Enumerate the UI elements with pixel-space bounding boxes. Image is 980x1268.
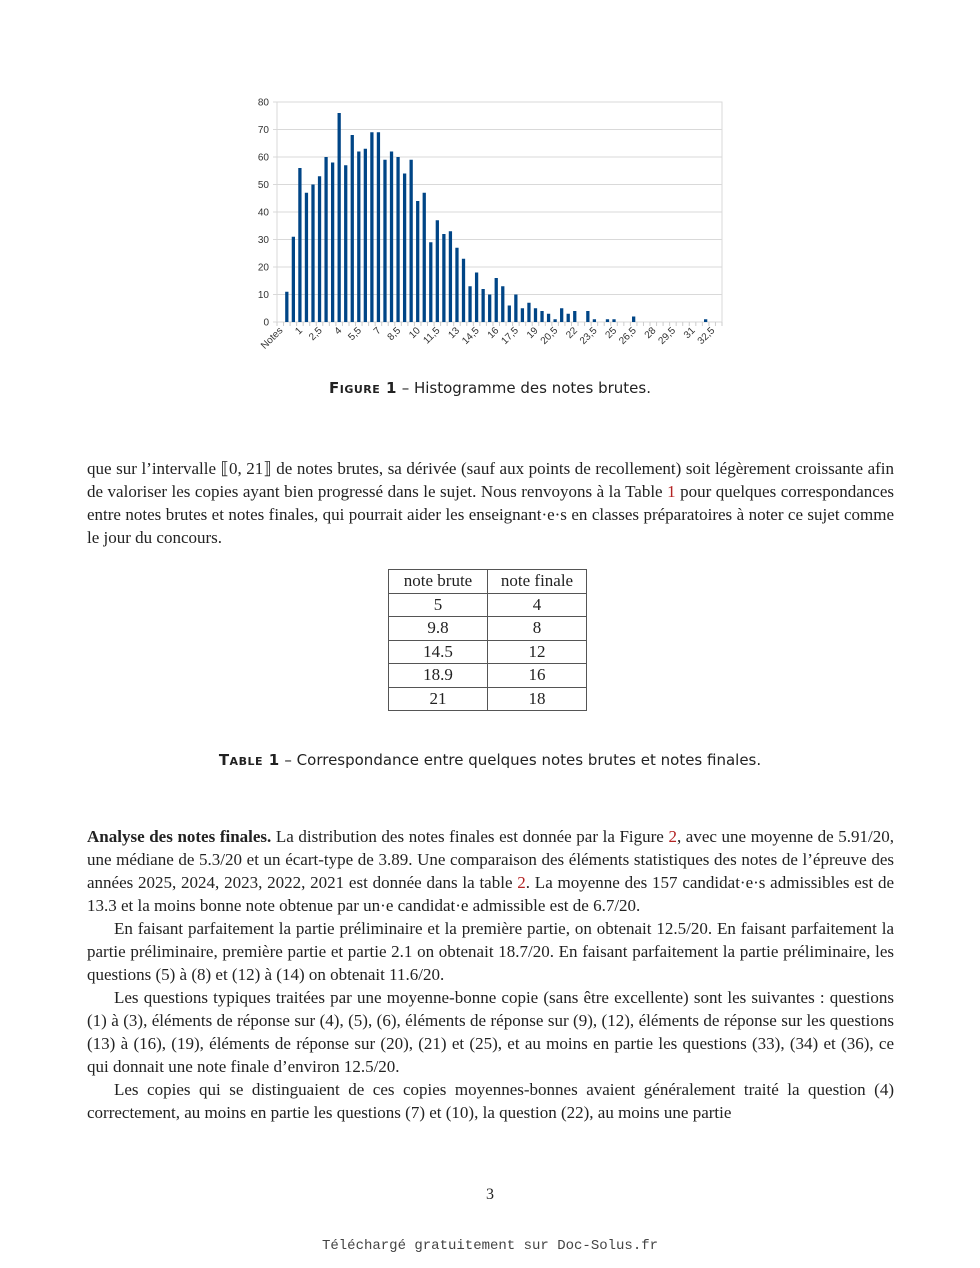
histogram-chart [250,90,730,370]
paragraph-full-marks: En faisant parfaitement la partie préliminaire et la première partie, on obtenait 12.5/20. En faisant parfaitement la partie préliminaire, première partie et partie 2.1 on obtenait 18.7/20. En faisant parfaitement la partie préliminaire, les questions (5) à (8) et (12) à (14) on obtenait 11.6/20. [87,919,894,984]
bar [495,278,498,322]
bar [534,308,537,322]
table-row [389,640,587,664]
bar [324,157,327,322]
cell: 14.5 [389,640,488,664]
table-row [389,687,587,711]
bar [514,295,517,323]
bar [298,168,301,322]
table-caption [0,751,980,769]
x-tick-label: 2,5 [307,325,325,343]
bar [468,286,471,322]
bar [370,132,373,322]
x-tick-label: 4 [332,325,345,338]
x-tick-label: 28 [642,325,659,341]
bar [553,319,556,322]
paragraph-distinguished-copies: Les copies qui se distinguaient de ces copies moyennes-bonnes avaient généralement traité la question (4) correctement, au moins en partie les questions (7) et (10), la question (22), au moins une partie [87,1080,894,1122]
bar [410,160,413,322]
x-tick-label: 20,5 [538,325,561,347]
bar [344,165,347,322]
correspondence-table [388,569,587,711]
y-tick-label: 40 [257,207,269,219]
x-tick-label: 14,5 [460,325,482,347]
x-tick-label: 1 [293,325,306,338]
figure-label: Figure 1 [328,379,397,397]
bar [305,193,308,322]
paragraph-text: que sur l’intervalle ⟦0, 21⟧ de notes brutes, sa dérivée (sauf aux points de recollement) soit légèrement croissante afin de valoriser les copies ayant bien progressé dans le sujet. Nous renvoyons à la Table [87,459,894,501]
x-tick-label: 7 [371,325,384,338]
bar [612,319,615,322]
x-tick-label: Notes [259,325,286,352]
x-tick-label: 16 [485,325,502,341]
section-heading: Analyse des notes finales. [87,827,272,846]
bar [429,242,432,322]
table-row [389,593,587,617]
bar [383,160,386,322]
bar [586,311,589,322]
x-tick-label: 8,5 [385,325,404,343]
figure-caption-text: – Histogramme des notes brutes. [396,379,651,397]
bar [338,113,341,322]
figure-ref-link[interactable]: 2 [668,827,677,846]
y-tick-label: 20 [257,262,269,274]
y-tick-label: 0 [263,317,269,329]
bar [442,234,445,322]
analysis-section [87,825,894,1124]
bar [318,176,321,322]
bar [606,319,609,322]
bar [403,174,406,323]
paragraph-typical-questions: Les questions typiques traitées par une moyenne-bonne copie (sans être excellente) sont les suivantes : questions (1) à (3), éléments de réponse sur (4), (5), (6), éléments de réponse sur (9), (12), éléments de réponse sur les questions (13) à (16), (19), éléments de réponse sur (20), (21) et (25), et au moins en partie les questions (33), (34) et (36), ce qui donnait une note finale d’environ 12.5/20. [87,988,894,1076]
cell: 21 [389,687,488,711]
header-note-brute: note brute [389,570,488,594]
cell: 5 [389,593,488,617]
bar [540,311,543,322]
bar [396,157,399,322]
x-tick-label: 23,5 [577,325,600,347]
paragraph-text: . La moyenne des 157 candidat·e·s admissibles est de 13.3 et la moins bonne note obtenue par un·e candidat·e admissible est de 6.7/20. [87,873,894,915]
bar [593,319,596,322]
table-header-row [389,570,587,594]
x-tick-label: 5,5 [346,325,364,343]
y-tick-label: 30 [257,235,269,246]
y-tick-label: 60 [257,152,269,164]
table-row [389,664,587,688]
paragraph-intro [87,457,894,549]
bar [560,308,563,322]
bar [351,135,354,322]
bar [390,152,393,323]
bar [547,314,550,322]
cell: 16 [488,664,587,688]
bar [436,220,439,322]
x-tick-label: 19 [524,325,541,341]
y-tick-label: 10 [257,290,269,301]
cell: 18 [488,687,587,711]
x-tick-label: 13 [446,325,463,341]
x-tick-label: 11,5 [421,325,443,347]
x-tick-label: 29,5 [656,325,679,347]
bar [357,152,360,323]
paragraph-text: La distribution des notes finales est donnée par la Figure [271,827,669,846]
figure-caption [0,379,980,397]
cell: 4 [488,593,587,617]
bar [311,185,314,323]
bar [501,286,504,322]
cell: 8 [488,617,587,641]
x-tick-label: 32,5 [695,325,718,347]
page-number: 3 [486,1186,494,1203]
cell: 12 [488,640,587,664]
table-ref-link[interactable]: 1 [667,482,676,501]
bar [285,292,288,322]
cell: 18.9 [389,664,488,688]
bar [416,201,419,322]
footer-watermark: Téléchargé gratuitement sur Doc-Solus.fr [321,1238,659,1254]
y-tick-label: 80 [257,97,269,109]
y-tick-label: 50 [257,180,269,191]
y-tick-label: 70 [257,125,269,136]
table-row [389,617,587,641]
table-caption-text: – Correspondance entre quelques notes brutes et notes finales. [279,751,762,769]
bar [567,314,570,322]
x-tick-label: 31 [682,325,698,341]
bar [455,248,458,322]
table-label: Table 1 [218,751,280,769]
bar [292,237,295,322]
cell: 9.8 [389,617,488,641]
paragraph-text: , avec une moyenne de 5.91/20, une médiane de 5.3/20 et un écart-type de 3.89. Une comparaison des éléments statistiques des notes de l’épreuve des années 2025, 2024, 2023, 2022, 2021 est donnée dans la table [87,827,894,892]
table-ref-link[interactable]: 2 [517,873,526,892]
bar [573,311,576,322]
bar [462,259,465,322]
bar [475,273,478,323]
bar [704,319,707,322]
bar [364,149,367,322]
bar [632,317,635,323]
bar [331,163,334,323]
bar [449,231,452,322]
x-tick-label: 22 [564,325,580,341]
bar [521,308,524,322]
bar [527,303,530,322]
bar [423,193,426,322]
paragraph-text: pour quelques correspondances entre notes brutes et notes finales, qui pourrait aider les enseignant·e·s en classes préparatoires à noter ce sujet comme le jour du concours. [87,482,894,547]
x-tick-label: 17,5 [499,325,521,347]
bar [377,132,380,322]
x-tick-label: 25 [603,325,620,341]
x-tick-label: 10 [407,325,423,341]
header-note-finale: note finale [488,570,587,594]
bar [508,306,511,323]
x-tick-label: 26,5 [617,325,639,347]
bar [482,289,485,322]
bar [488,295,491,323]
